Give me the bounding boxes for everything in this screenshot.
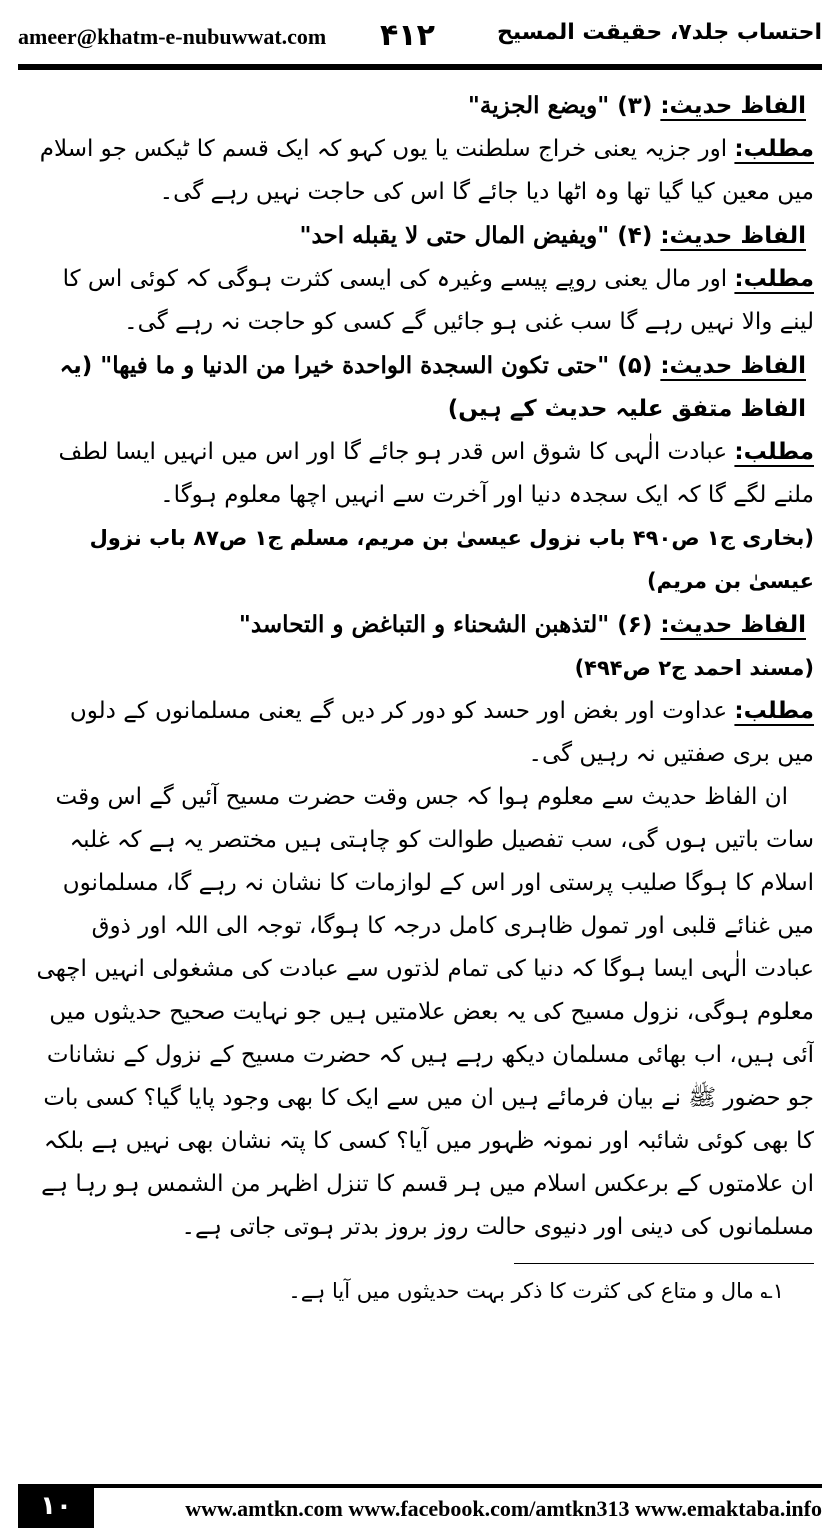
explanation-3 bbox=[26, 128, 814, 214]
hadith-label: الفاظ حدیث: bbox=[660, 353, 806, 379]
hadith-label: الفاظ حدیث: bbox=[660, 223, 806, 249]
hadith-number: (۵) bbox=[617, 353, 653, 379]
hadith-arabic-text: "ویضع الجزیة" bbox=[467, 92, 610, 119]
explanation-4 bbox=[26, 258, 814, 344]
running-title: احتساب جلد۷، حقیقت المسیح bbox=[496, 20, 822, 45]
explanation-label: مطلب: bbox=[734, 698, 814, 724]
hadith-number: (۳) bbox=[617, 93, 653, 119]
explanation-text: عبادت الٰہی کا شوق اس قدر ہو جائے گا اور اس میں انہیں ایسا لطف ملنے لگے گا کہ ایک سجدہ دنیا اور آخرت سے انہیں اچھا معلوم ہوگا۔ bbox=[58, 439, 814, 508]
summary-paragraph: ان الفاظ حدیث سے معلوم ہوا کہ جس وقت حضرت مسیح آئیں گے اس وقت سات باتیں ہوں گی، سب تفصیل طوالت کو چاہتی ہیں مختصر یہ ہے کہ غلبہ اسلام کا ہوگا صلیب پرستی اور اس کے لوازمات کا نشان نہ رہے گا، مسلمانوں میں غنائے قلبی اور تمول ظاہری کامل درجہ کا ہوگا، توجہ الی اللہ اور ذوق عبادت الٰہی ایسا ہوگا کہ دنیا کی تمام لذتوں سے عبادت کی مشغولی انہیں اچھی معلوم ہوگی، نزول مسیح کی یہ بعض علامتیں ہیں جو نہایت صحیح حدیثوں میں آئی ہیں، اب بھائی مسلمان دیکھ رہے ہیں کہ حضرت مسیح کے نزول کے نشانات جو حضور ﷺ نے بیان فرمائے ہیں ان میں سے ایک کا بھی وجود پایا گیا؟ کسی بات کا بھی کوئی شائبہ اور نمونہ ظہور میں آیا؟ کسی کا پتہ نشان بھی نہیں ہے بلکہ ان علامتوں کے برعکس اسلام میں ہر قسم کا تنزل اظہر من الشمس ہو رہا ہے مسلمانوں کی دینی اور دنیوی حالت روز بروز بدتر ہوتی جاتی ہے۔ bbox=[36, 784, 814, 1240]
page-body bbox=[26, 84, 814, 1456]
footnote-divider bbox=[514, 1263, 814, 1264]
header-page-number: ۴۱۲ bbox=[380, 18, 435, 53]
hadith-heading-4 bbox=[26, 214, 814, 258]
reference-6: (مسند احمد ج۲ ص۴۹۴) bbox=[574, 656, 814, 680]
reference-5: (بخاری ج۱ ص۴۹۰ باب نزول عیسیٰ بن مریم، مسلم ج۱ ص۸۷ باب نزول عیسیٰ بن مریم) bbox=[89, 526, 814, 593]
explanation-label: مطلب: bbox=[734, 439, 814, 465]
page-footer bbox=[18, 1484, 822, 1530]
explanation-6 bbox=[26, 690, 814, 776]
hadith-label: الفاظ حدیث: bbox=[660, 612, 806, 638]
hadith-heading-3 bbox=[26, 84, 814, 128]
hadith-number: (۶) bbox=[617, 612, 653, 638]
header-email: ameer@khatm-e-nubuwwat.com bbox=[18, 24, 327, 49]
page-header bbox=[18, 14, 822, 70]
explanation-5 bbox=[26, 431, 814, 517]
footnote: ۱؎ مال و متاع کی کثرت کا ذکر بہت حدیثوں میں آیا ہے۔ bbox=[288, 1279, 784, 1303]
footer-page-number: ۱۰ bbox=[18, 1484, 94, 1528]
hadith-number: (۴) bbox=[617, 223, 653, 249]
explanation-label: مطلب: bbox=[734, 266, 814, 292]
hadith-arabic-text: "لتذهبن الشحناء و التباغض و التحاسد" bbox=[238, 611, 610, 638]
explanation-text: اور مال یعنی روپے پیسے وغیرہ کی ایسی کثرت ہوگی کہ کوئی اس کا لینے والا نہیں رہے گا سب غنی ہو جائیں گے کسی کو حاجت نہ رہے گی۔ bbox=[62, 266, 814, 335]
explanation-text: عداوت اور بغض اور حسد کو دور کر دیں گے یعنی مسلمانوں کے دلوں میں بری صفتیں نہ رہیں گی۔ bbox=[69, 698, 814, 767]
explanation-text: اور جزیہ یعنی خراج سلطنت یا یوں کہو کہ ایک قسم کا ٹیکس جو اسلام میں معین کیا گیا تھا وہ اٹھا دیا جائے گا اس کی حاجت نہیں رہے گی۔ bbox=[39, 136, 814, 205]
explanation-label: مطلب: bbox=[734, 136, 814, 162]
hadith-note: (یہ الفاظ متفق علیہ حدیث کے ہیں) bbox=[59, 353, 806, 422]
hadith-heading-5 bbox=[26, 344, 814, 431]
hadith-label: الفاظ حدیث: bbox=[660, 93, 806, 119]
hadith-arabic-text: "ویفیض المال حتی لا یقبله احد" bbox=[299, 222, 610, 249]
footer-urls: www.amtkn.com www.facebook.com/amtkn313 www.emaktaba.info bbox=[185, 1496, 822, 1521]
hadith-heading-6 bbox=[26, 603, 814, 647]
hadith-arabic-text: "حتی تکون السجدة الواحدة خیرا من الدنیا و ما فیها" bbox=[100, 352, 610, 379]
